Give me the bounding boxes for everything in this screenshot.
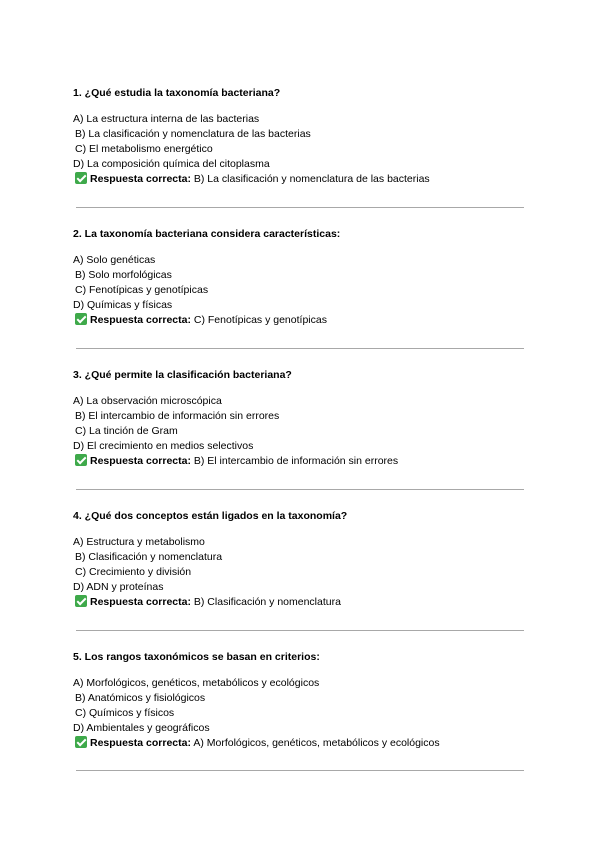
option-c: C) Químicos y físicos: [75, 707, 175, 719]
divider: [76, 770, 524, 771]
answer-label: Respuesta correcta:: [90, 455, 191, 467]
question-3: [73, 368, 533, 469]
option-d: D) ADN y proteínas: [73, 581, 164, 593]
option-b: B) El intercambio de información sin errores: [75, 410, 280, 422]
answer-label: Respuesta correcta:: [90, 596, 191, 608]
option-b: B) Solo morfológicas: [75, 269, 172, 281]
option-b: B) Clasificación y nomenclatura: [75, 551, 223, 563]
answer-label: Respuesta correcta:: [90, 314, 191, 326]
option-a: A) La estructura interna de las bacterias: [73, 113, 260, 125]
option-d: D) El crecimiento en medios selectivos: [73, 440, 254, 452]
correct-answer: [73, 736, 533, 751]
question-4: [73, 509, 533, 610]
option-d: D) La composición química del citoplasma: [73, 158, 270, 170]
question-title: 2. La taxonomía bacteriana considera características:: [73, 228, 341, 240]
check-mark-icon: [75, 454, 87, 466]
divider: [76, 489, 524, 490]
correct-answer: [73, 313, 533, 328]
divider: [76, 348, 524, 349]
correct-answer: [73, 454, 533, 469]
correct-answer: [73, 172, 533, 187]
option-c: C) Crecimiento y división: [75, 566, 192, 578]
answer-label: Respuesta correcta:: [90, 173, 191, 185]
option-d: D) Ambientales y geográficos: [73, 722, 210, 734]
option-c: C) El metabolismo energético: [75, 143, 213, 155]
question-2: [73, 227, 533, 328]
check-mark-icon: [75, 736, 87, 748]
option-a: A) Morfológicos, genéticos, metabólicos y ecológicos: [73, 677, 320, 689]
question-title: 5. Los rangos taxonómicos se basan en criterios:: [73, 651, 320, 663]
question-5: [73, 650, 533, 751]
question-title: 3. ¿Qué permite la clasificación bacteriana?: [73, 369, 292, 381]
option-a: A) La observación microscópica: [73, 395, 222, 407]
correct-answer: [73, 595, 533, 610]
option-a: A) Solo genéticas: [73, 254, 156, 266]
divider: [76, 207, 524, 208]
option-b: B) Anatómicos y fisiológicos: [75, 692, 206, 704]
question-title: 1. ¿Qué estudia la taxonomía bacteriana?: [73, 87, 281, 99]
check-mark-icon: [75, 313, 87, 325]
option-b: B) La clasificación y nomenclatura de las bacterias: [75, 128, 311, 140]
answer-text: B) Clasificación y nomenclatura: [193, 596, 341, 608]
option-d: D) Químicas y físicas: [73, 299, 173, 311]
question-title: 4. ¿Qué dos conceptos están ligados en la taxonomía?: [73, 510, 348, 522]
divider: [76, 630, 524, 631]
check-mark-icon: [75, 595, 87, 607]
answer-label: Respuesta correcta:: [90, 737, 191, 749]
check-mark-icon: [75, 172, 87, 184]
question-1: [73, 86, 533, 187]
option-c: C) Fenotípicas y genotípicas: [75, 284, 209, 296]
option-a: A) Estructura y metabolismo: [73, 536, 205, 548]
answer-text: B) La clasificación y nomenclatura de las bacterias: [193, 173, 430, 185]
option-c: C) La tinción de Gram: [75, 425, 178, 437]
answer-text: B) El intercambio de información sin errores: [193, 455, 399, 467]
answer-text: C) Fenotípicas y genotípicas: [193, 314, 327, 326]
answer-text: A) Morfológicos, genéticos, metabólicos y ecológicos: [193, 737, 440, 749]
